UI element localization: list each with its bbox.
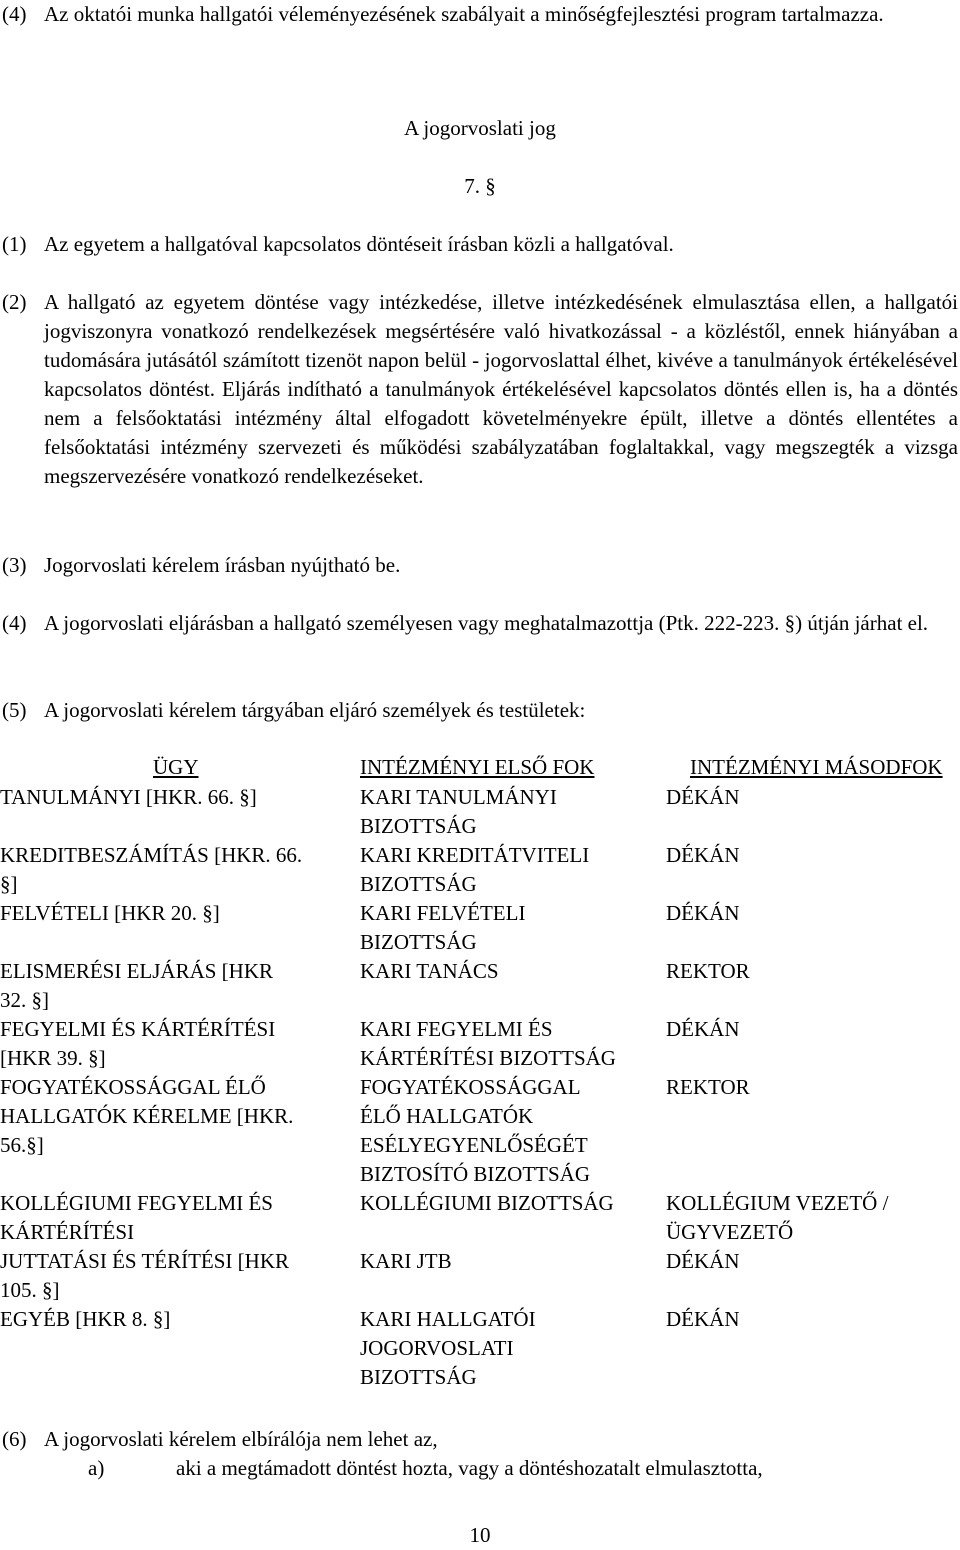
- table-row: [0, 1189, 960, 1247]
- table-row: [0, 1015, 960, 1073]
- cell-line: KARI HALLGATÓI: [360, 1307, 536, 1331]
- case-cell: [0, 899, 330, 928]
- list-marker: a): [88, 1456, 105, 1480]
- paragraph-4: [2, 609, 958, 638]
- cell-line: BIZOTTSÁG: [360, 814, 477, 838]
- cell-line: KARI TANULMÁNYI: [360, 785, 557, 809]
- cell-line: 56.§]: [0, 1133, 44, 1157]
- cell-line: ÜGYVEZETŐ: [666, 1220, 794, 1244]
- first-instance-cell: [360, 1015, 660, 1073]
- cell-line: KARI KREDITÁTVITELI: [360, 843, 590, 867]
- cell-line: DÉKÁN: [666, 843, 740, 867]
- second-instance-cell: [666, 841, 960, 870]
- second-instance-cell: [666, 1015, 960, 1044]
- paragraph-number: (1): [2, 232, 27, 256]
- case-cell: [0, 1247, 330, 1305]
- cell-line: DÉKÁN: [666, 901, 740, 925]
- cell-line: KREDITBESZÁMÍTÁS [HKR. 66.: [0, 843, 303, 867]
- cell-line: FOGYATÉKOSSÁGGAL ÉLŐ: [0, 1075, 266, 1099]
- paragraph-5: [2, 696, 958, 725]
- cell-line: 32. §]: [0, 988, 49, 1012]
- header-case: ÜGY: [153, 755, 199, 779]
- paragraph-text: A jogorvoslati eljárásban a hallgató személyesen vagy meghatalmazottja (Ptk. 222-223. §) útján járhat el.: [44, 611, 929, 635]
- paragraph-number: (3): [2, 553, 27, 577]
- table-row: [0, 841, 960, 899]
- paragraph-4-top: [2, 0, 958, 29]
- second-instance-cell: [666, 1073, 960, 1102]
- cell-line: KÁRTÉRÍTÉSI: [0, 1220, 135, 1244]
- cell-line: §]: [0, 872, 18, 896]
- cell-line: HALLGATÓK KÉRELME [HKR.: [0, 1104, 294, 1128]
- case-cell: [0, 957, 330, 1015]
- second-instance-cell: [666, 1247, 960, 1276]
- page-number: 10: [469, 1523, 491, 1547]
- cell-line: KARI FELVÉTELI: [360, 901, 526, 925]
- cell-line: KARI JTB: [360, 1249, 452, 1273]
- first-instance-cell: [360, 1189, 660, 1218]
- cell-line: EGYÉB [HKR 8. §]: [0, 1307, 171, 1331]
- list-text: aki a megtámadott döntést hozta, vagy a döntéshozatalt elmulasztotta,: [176, 1456, 763, 1480]
- cell-line: FEGYELMI ÉS KÁRTÉRÍTÉSI: [0, 1017, 276, 1041]
- first-instance-cell: [360, 1305, 660, 1392]
- cell-line: BIZOTTSÁG: [360, 930, 477, 954]
- cell-line: DÉKÁN: [666, 1249, 740, 1273]
- cell-line: FOGYATÉKOSSÁGGAL: [360, 1075, 581, 1099]
- cell-line: ESÉLYEGYENLŐSÉGÉT: [360, 1133, 588, 1157]
- cell-line: KÁRTÉRÍTÉSI BIZOTTSÁG: [360, 1046, 616, 1070]
- case-cell: [0, 783, 330, 812]
- table-row: [0, 899, 960, 957]
- cell-line: DÉKÁN: [666, 1307, 740, 1331]
- cell-line: JUTTATÁSI ÉS TÉRÍTÉSI [HKR: [0, 1249, 290, 1273]
- cell-line: ÉLŐ HALLGATÓK: [360, 1104, 534, 1128]
- cell-line: FELVÉTELI [HKR 20. §]: [0, 901, 220, 925]
- cell-line: DÉKÁN: [666, 785, 740, 809]
- cell-line: BIZTOSÍTÓ BIZOTTSÁG: [360, 1162, 591, 1186]
- paragraph-6: [2, 1425, 958, 1454]
- cell-line: KOLLÉGIUM VEZETŐ /: [666, 1191, 889, 1215]
- paragraph-text: A hallgató az egyetem döntése vagy intézkedése, illetve intézkedésének elmulasztása ellen, a hallgatói jogviszonyra vonatkozó rendelkezések megsértésére való hivatkozással - a közléstől, ennek hiányában a tudomására jutásától számított tizenöt napon belül - jogorvoslattal élhet, kivéve a tanulmányok értékelésével kapcsolatos döntést. Eljárás indítható a tanulmányok értékelésével kapcsolatos döntés ellen is, ha a döntés nem a felsőoktatási intézmény által elfogadott követelményekre épült, illetve a döntés ellentétes a felsőoktatási intézmény szervezeti és működési szabályzatában foglaltakkal, vagy megszegték a vizsga megszervezésére vonatkozó rendelkezéseket.: [44, 290, 958, 488]
- header-first-instance: INTÉZMÉNYI ELSŐ FOK: [360, 755, 595, 779]
- cell-line: 105. §]: [0, 1278, 60, 1302]
- paragraph-text: Jogorvoslati kérelem írásban nyújtható be.: [44, 553, 401, 577]
- cell-line: JOGORVOSLATI: [360, 1336, 514, 1360]
- jurisdiction-table: [0, 753, 960, 1392]
- second-instance-cell: [666, 899, 960, 928]
- table-body: [0, 783, 960, 1392]
- first-instance-cell: [360, 957, 660, 986]
- cell-line: DÉKÁN: [666, 1017, 740, 1041]
- second-instance-cell: [666, 783, 960, 812]
- paragraph-text: A jogorvoslati kérelem tárgyában eljáró személyek és testületek:: [44, 698, 586, 722]
- paragraph-text: A jogorvoslati kérelem elbírálója nem lehet az,: [44, 1427, 438, 1451]
- paragraph-1: [2, 230, 958, 259]
- paragraph-number: (6): [2, 1427, 27, 1451]
- table-row: [0, 1247, 960, 1305]
- paragraph-text: Az oktatói munka hallgatói véleményezésének szabályait a minőségfejlesztési program tartalmazza.: [44, 2, 884, 26]
- paragraph-number: (4): [2, 611, 27, 635]
- table-row: [0, 1073, 960, 1189]
- paragraph-3: [2, 551, 958, 580]
- table-row: [0, 783, 960, 841]
- paragraph-number: (4): [2, 2, 27, 26]
- first-instance-cell: [360, 1073, 660, 1189]
- case-cell: [0, 841, 330, 899]
- section-title: A jogorvoslati jog: [404, 116, 556, 140]
- cell-line: REKTOR: [666, 1075, 750, 1099]
- table-row: [0, 957, 960, 1015]
- cell-line: BIZOTTSÁG: [360, 1365, 477, 1389]
- first-instance-cell: [360, 841, 660, 899]
- second-instance-cell: [666, 1189, 960, 1247]
- case-cell: [0, 1015, 330, 1073]
- first-instance-cell: [360, 783, 660, 841]
- table-header: [0, 753, 960, 783]
- paragraph-2: [2, 288, 958, 491]
- case-cell: [0, 1073, 330, 1160]
- cell-line: TANULMÁNYI [HKR. 66. §]: [0, 785, 257, 809]
- cell-line: BIZOTTSÁG: [360, 872, 477, 896]
- cell-line: KOLLÉGIUMI FEGYELMI ÉS: [0, 1191, 273, 1215]
- second-instance-cell: [666, 957, 960, 986]
- second-instance-cell: [666, 1305, 960, 1334]
- paragraph-number: (2): [2, 290, 27, 314]
- paragraph-text: Az egyetem a hallgatóval kapcsolatos döntéseit írásban közli a hallgatóval.: [44, 232, 674, 256]
- first-instance-cell: [360, 899, 660, 957]
- case-cell: [0, 1189, 330, 1247]
- cell-line: [HKR 39. §]: [0, 1046, 106, 1070]
- cell-line: ELISMERÉSI ELJÁRÁS [HKR: [0, 959, 274, 983]
- paragraph-number: (5): [2, 698, 27, 722]
- first-instance-cell: [360, 1247, 660, 1276]
- cell-line: KARI FEGYELMI ÉS: [360, 1017, 553, 1041]
- cell-line: KARI TANÁCS: [360, 959, 499, 983]
- case-cell: [0, 1305, 330, 1334]
- table-row: [0, 1305, 960, 1392]
- cell-line: KOLLÉGIUMI BIZOTTSÁG: [360, 1191, 614, 1215]
- cell-line: REKTOR: [666, 959, 750, 983]
- header-second-instance: INTÉZMÉNYI MÁSODFOK: [690, 755, 943, 779]
- section-number: 7. §: [464, 174, 496, 198]
